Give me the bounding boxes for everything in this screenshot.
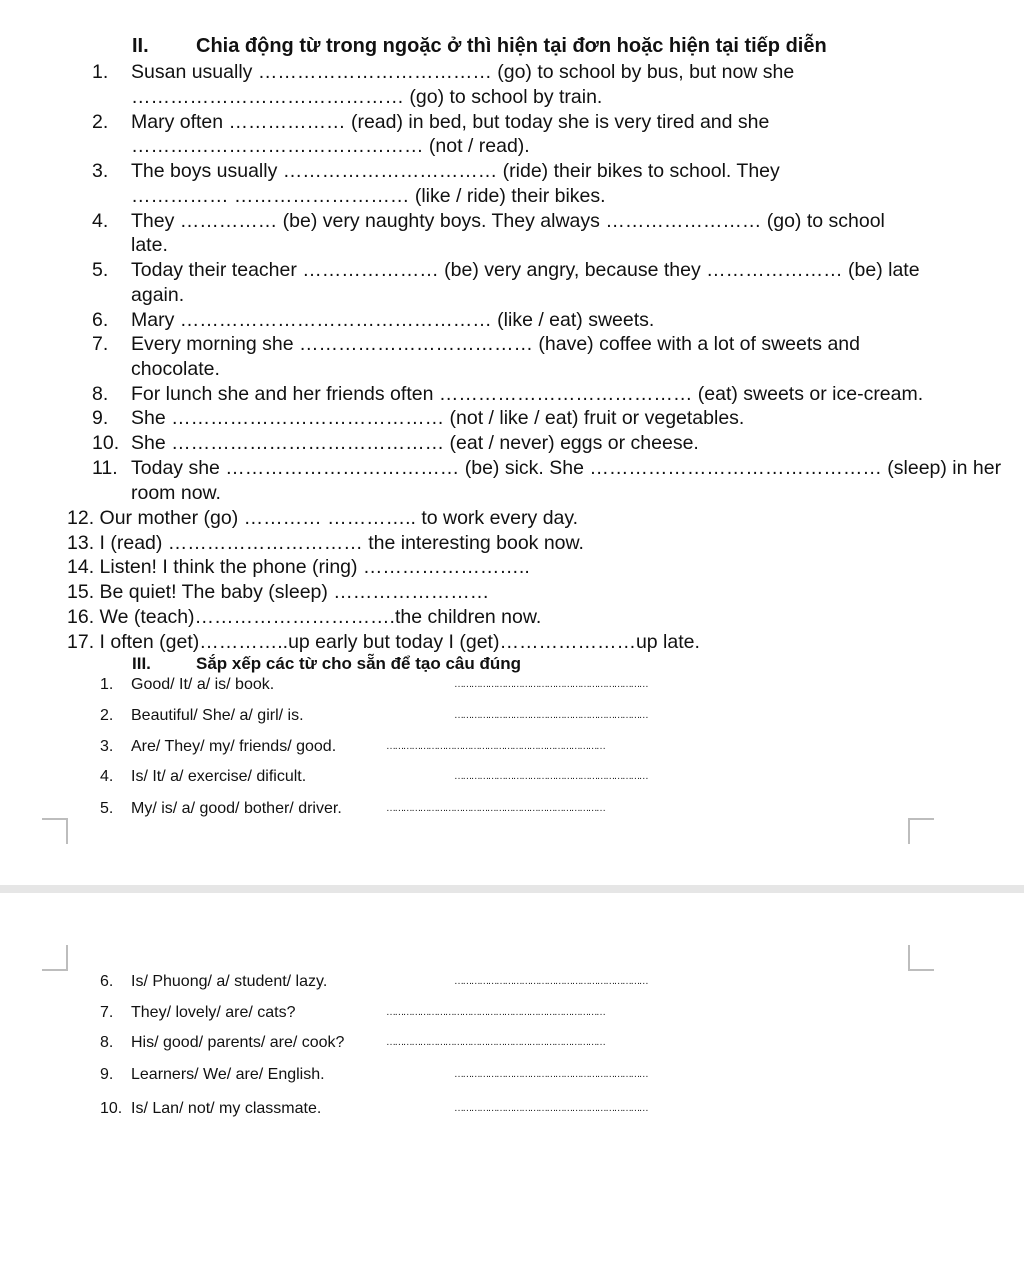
exercise-number: 11. [92, 457, 118, 479]
exercise-number: 10. [92, 432, 120, 454]
item-number: 5. [100, 800, 114, 817]
item-number: 8. [100, 1034, 114, 1051]
page-corner-mark [42, 818, 68, 844]
answer-blank[interactable]: …………………………………………………………… [454, 710, 648, 721]
exercise-line: 14. Listen! I think the phone (ring) …………………….. [67, 556, 530, 578]
answer-blank[interactable]: …………………………………………………………… [454, 771, 648, 782]
item-number: 2. [100, 707, 114, 724]
exercise-line: Today their teacher ………………… (be) very angry, because they ………………… (be) late [131, 259, 920, 281]
section-2-number: II. [132, 35, 149, 57]
exercise-line: 15. Be quiet! The baby (sleep) …………………… [67, 581, 490, 603]
exercise-line: again. [131, 284, 185, 306]
exercise-line: She …………………………………… (eat / never) eggs or cheese. [131, 432, 699, 454]
item-words: Is/ It/ a/ exercise/ dificult. [131, 768, 307, 785]
exercise-number: 4. [92, 210, 109, 232]
answer-blank[interactable]: …………………………………………………………………… [386, 1007, 605, 1018]
item-number: 9. [100, 1066, 114, 1083]
item-words: Learners/ We/ are/ English. [131, 1066, 325, 1083]
exercise-line: She …………………………………… (not / like / eat) fruit or vegetables. [131, 407, 745, 429]
answer-blank[interactable]: …………………………………………………………………… [386, 803, 605, 814]
exercise-line: Today she ……………………………… (be) sick. She ……………………………………… (sleep) in her [131, 457, 1002, 479]
answer-blank[interactable]: …………………………………………………………… [454, 1069, 648, 1080]
answer-blank[interactable]: …………………………………………………………………… [386, 1037, 605, 1048]
section-3-heading: Sắp xếp các từ cho sẵn để tạo câu đúng [196, 654, 522, 673]
exercise-number: 5. [92, 259, 109, 281]
exercise-line: Mary ………………………………………… (like / eat) sweets. [131, 309, 655, 331]
item-number: 1. [100, 676, 114, 693]
exercise-line: Mary often ……………… (read) in bed, but today she is very tired and she [131, 111, 770, 133]
exercise-line: Susan usually ……………………………… (go) to school by bus, but now she [131, 61, 795, 83]
exercise-number: 9. [92, 407, 109, 429]
exercise-number: 6. [92, 309, 109, 331]
item-words: Are/ They/ my/ friends/ good. [131, 738, 337, 755]
page-separator [0, 885, 1024, 893]
page-corner-mark [908, 945, 934, 971]
section-3-number: III. [132, 654, 151, 673]
exercise-number: 1. [92, 61, 109, 83]
answer-blank[interactable]: …………………………………………………………… [454, 1103, 648, 1114]
item-number: 7. [100, 1004, 114, 1021]
exercise-number: 7. [92, 333, 109, 355]
answer-blank[interactable]: …………………………………………………………………… [386, 741, 605, 752]
answer-blank[interactable]: …………………………………………………………… [454, 976, 648, 987]
item-words: Is/ Phuong/ a/ student/ lazy. [131, 973, 328, 990]
exercise-line: …………………………………… (go) to school by train. [131, 86, 603, 108]
item-number: 3. [100, 738, 114, 755]
exercise-line: late. [131, 234, 168, 256]
exercise-line: For lunch she and her friends often ………………………………… (eat) sweets or ice-cream. [131, 383, 924, 405]
exercise-line: 16. We (teach)………………………….the children now. [67, 606, 542, 628]
page-corner-mark [908, 818, 934, 844]
item-number: 6. [100, 973, 114, 990]
exercise-line: 12. Our mother (go) ………… ………….. to work every day. [67, 507, 579, 529]
exercise-number: 2. [92, 111, 109, 133]
item-words: Good/ It/ a/ is/ book. [131, 676, 275, 693]
exercise-line: The boys usually …………………………… (ride) their bikes to school. They [131, 160, 780, 182]
answer-blank[interactable]: …………………………………………………………… [454, 679, 648, 690]
exercise-line: ……………………………………… (not / read). [131, 135, 530, 157]
exercise-line: chocolate. [131, 358, 220, 380]
item-words: Is/ Lan/ not/ my classmate. [131, 1100, 322, 1117]
exercise-number: 8. [92, 383, 109, 405]
page-corner-mark [42, 945, 68, 971]
section-2-heading: Chia động từ trong ngoặc ở thì hiện tại đơn hoặc hiện tại tiếp diễn [196, 35, 827, 57]
exercise-line: 17. I often (get)…………..up early but today I (get)…………………up late. [67, 631, 700, 653]
item-words: His/ good/ parents/ are/ cook? [131, 1034, 345, 1051]
exercise-line: room now. [131, 482, 221, 504]
item-words: Beautiful/ She/ a/ girl/ is. [131, 707, 304, 724]
exercise-line: They …………… (be) very naughty boys. They always …………………… (go) to school [131, 210, 885, 232]
exercise-line: Every morning she ……………………………… (have) coffee with a lot of sweets and [131, 333, 860, 355]
document-page-2 [0, 893, 1024, 1287]
item-words: They/ lovely/ are/ cats? [131, 1004, 296, 1021]
exercise-number: 3. [92, 160, 109, 182]
item-number: 4. [100, 768, 114, 785]
item-number: 10. [100, 1100, 123, 1117]
exercise-line: …………… ……………………… (like / ride) their bikes. [131, 185, 606, 207]
item-words: My/ is/ a/ good/ bother/ driver. [131, 800, 342, 817]
exercise-line: 13. I (read) ………………………… the interesting book now. [67, 532, 584, 554]
